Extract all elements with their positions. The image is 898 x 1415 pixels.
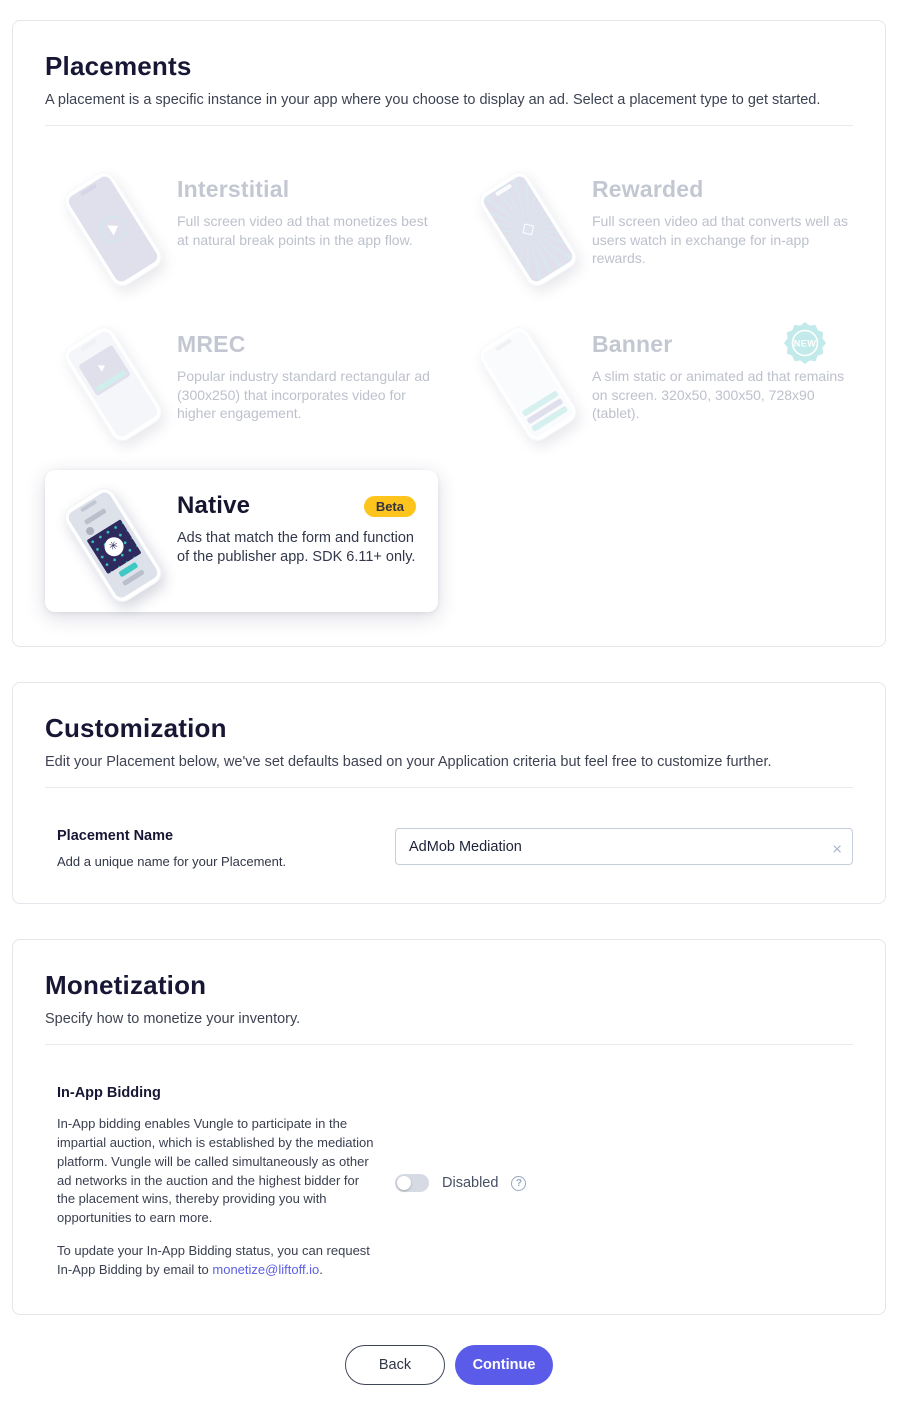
native-phone-illustration bbox=[49, 482, 177, 600]
placement-type-native[interactable] bbox=[45, 470, 438, 612]
placements-subtitle: A placement is a specific instance in your app where you choose to display an ad. Select a placement type to get started. bbox=[45, 92, 821, 108]
banner-ad-bars bbox=[520, 388, 568, 432]
phone-notch bbox=[80, 184, 97, 197]
in-app-bidding-status: Disabled bbox=[442, 1175, 499, 1192]
banner-phone-illustration bbox=[464, 321, 592, 439]
customization-panel bbox=[12, 682, 886, 904]
in-app-bidding-row bbox=[45, 1085, 853, 1280]
placement-type-title: Banner bbox=[592, 331, 673, 357]
monetize-email-link[interactable]: monetize@liftoff.io bbox=[212, 1261, 320, 1277]
monetization-subtitle: Specify how to monetize your inventory. bbox=[45, 1011, 301, 1027]
placement-type-title: Interstitial bbox=[177, 176, 290, 202]
rewarded-phone-illustration bbox=[464, 166, 592, 284]
placement-type-rewarded[interactable] bbox=[460, 160, 853, 290]
placement-name-row bbox=[45, 828, 853, 869]
play-icon bbox=[98, 362, 107, 372]
svg-text:NEW: NEW bbox=[793, 338, 817, 349]
placement-type-banner[interactable] bbox=[460, 315, 853, 445]
phone-icon bbox=[60, 323, 166, 446]
divider bbox=[45, 1044, 853, 1045]
placement-type-interstitial[interactable] bbox=[45, 160, 438, 290]
in-app-bidding-toggle[interactable] bbox=[395, 1174, 429, 1192]
placements-title: Placements bbox=[45, 51, 192, 81]
placement-type-description: Popular industry standard rectangular ad (300x250) that incorporates video for higher engagement. bbox=[177, 368, 430, 422]
placement-name-input[interactable] bbox=[395, 828, 853, 865]
phone-icon bbox=[60, 484, 166, 607]
in-app-bidding-label: In-App Bidding bbox=[57, 1085, 161, 1101]
placement-type-title: Rewarded bbox=[592, 176, 704, 202]
interstitial-phone-illustration bbox=[49, 166, 177, 284]
gem-icon: ◇ bbox=[516, 216, 539, 241]
phone-notch bbox=[80, 339, 97, 352]
footer-actions bbox=[0, 1345, 898, 1385]
request-note-text: To update your In-App Bidding status, you can request In-App Bidding by email to bbox=[57, 1243, 370, 1277]
continue-button[interactable]: Continue bbox=[455, 1345, 553, 1385]
placements-panel bbox=[12, 20, 886, 647]
placement-type-mrec[interactable] bbox=[45, 315, 438, 445]
placement-type-description: A slim static or animated ad that remains on screen. 320x50, 300x50, 728x90 (tablet). bbox=[592, 368, 845, 422]
phone-notch bbox=[495, 184, 512, 197]
monetization-panel bbox=[12, 939, 886, 1315]
divider bbox=[45, 125, 853, 126]
placement-type-grid bbox=[45, 160, 853, 612]
in-app-bidding-description: In-App bidding enables Vungle to participate in the impartial auction, which is established by the mediation platform. Vungle will be called simultaneously as other ad networks in the auction and the highest bidder for the placement wins, thereby providing you with opportunities to earn more. bbox=[57, 1116, 374, 1226]
beta-badge: Beta bbox=[364, 496, 416, 517]
help-icon[interactable]: ? bbox=[511, 1176, 526, 1191]
placement-type-title: Native bbox=[177, 492, 251, 519]
phone-icon bbox=[475, 323, 581, 446]
back-button[interactable]: Back bbox=[345, 1345, 445, 1385]
phone-notch bbox=[495, 339, 512, 352]
phone-icon bbox=[60, 168, 166, 291]
in-app-bidding-request-note bbox=[57, 1242, 377, 1280]
placement-type-description: Ads that match the form and function of the publisher app. SDK 6.11+ only. bbox=[177, 530, 416, 566]
placement-name-helper: Add a unique name for your Placement. bbox=[57, 854, 287, 869]
placement-name-label: Placement Name bbox=[57, 828, 174, 844]
monetization-title: Monetization bbox=[45, 970, 207, 1000]
placement-type-title: MREC bbox=[177, 331, 246, 357]
customization-subtitle: Edit your Placement below, we've set defaults based on your Application criteria but feel free to customize further. bbox=[45, 754, 772, 770]
placement-type-description: Full screen video ad that monetizes best at natural break points in the app flow. bbox=[177, 213, 428, 248]
play-icon bbox=[95, 211, 131, 247]
placement-type-description: Full screen video ad that converts well as users watch in exchange for in-app rewards. bbox=[592, 213, 849, 267]
link-suffix: . bbox=[319, 1261, 323, 1277]
clear-input-icon[interactable]: × bbox=[832, 839, 842, 858]
toggle-knob bbox=[397, 1176, 411, 1190]
aperture-icon: ✳ bbox=[101, 534, 127, 560]
mrec-ad-box bbox=[78, 344, 131, 396]
new-badge-icon bbox=[783, 321, 827, 365]
mrec-phone-illustration bbox=[49, 321, 177, 439]
phone-icon bbox=[475, 168, 581, 291]
divider bbox=[45, 787, 853, 788]
customization-title: Customization bbox=[45, 713, 227, 743]
